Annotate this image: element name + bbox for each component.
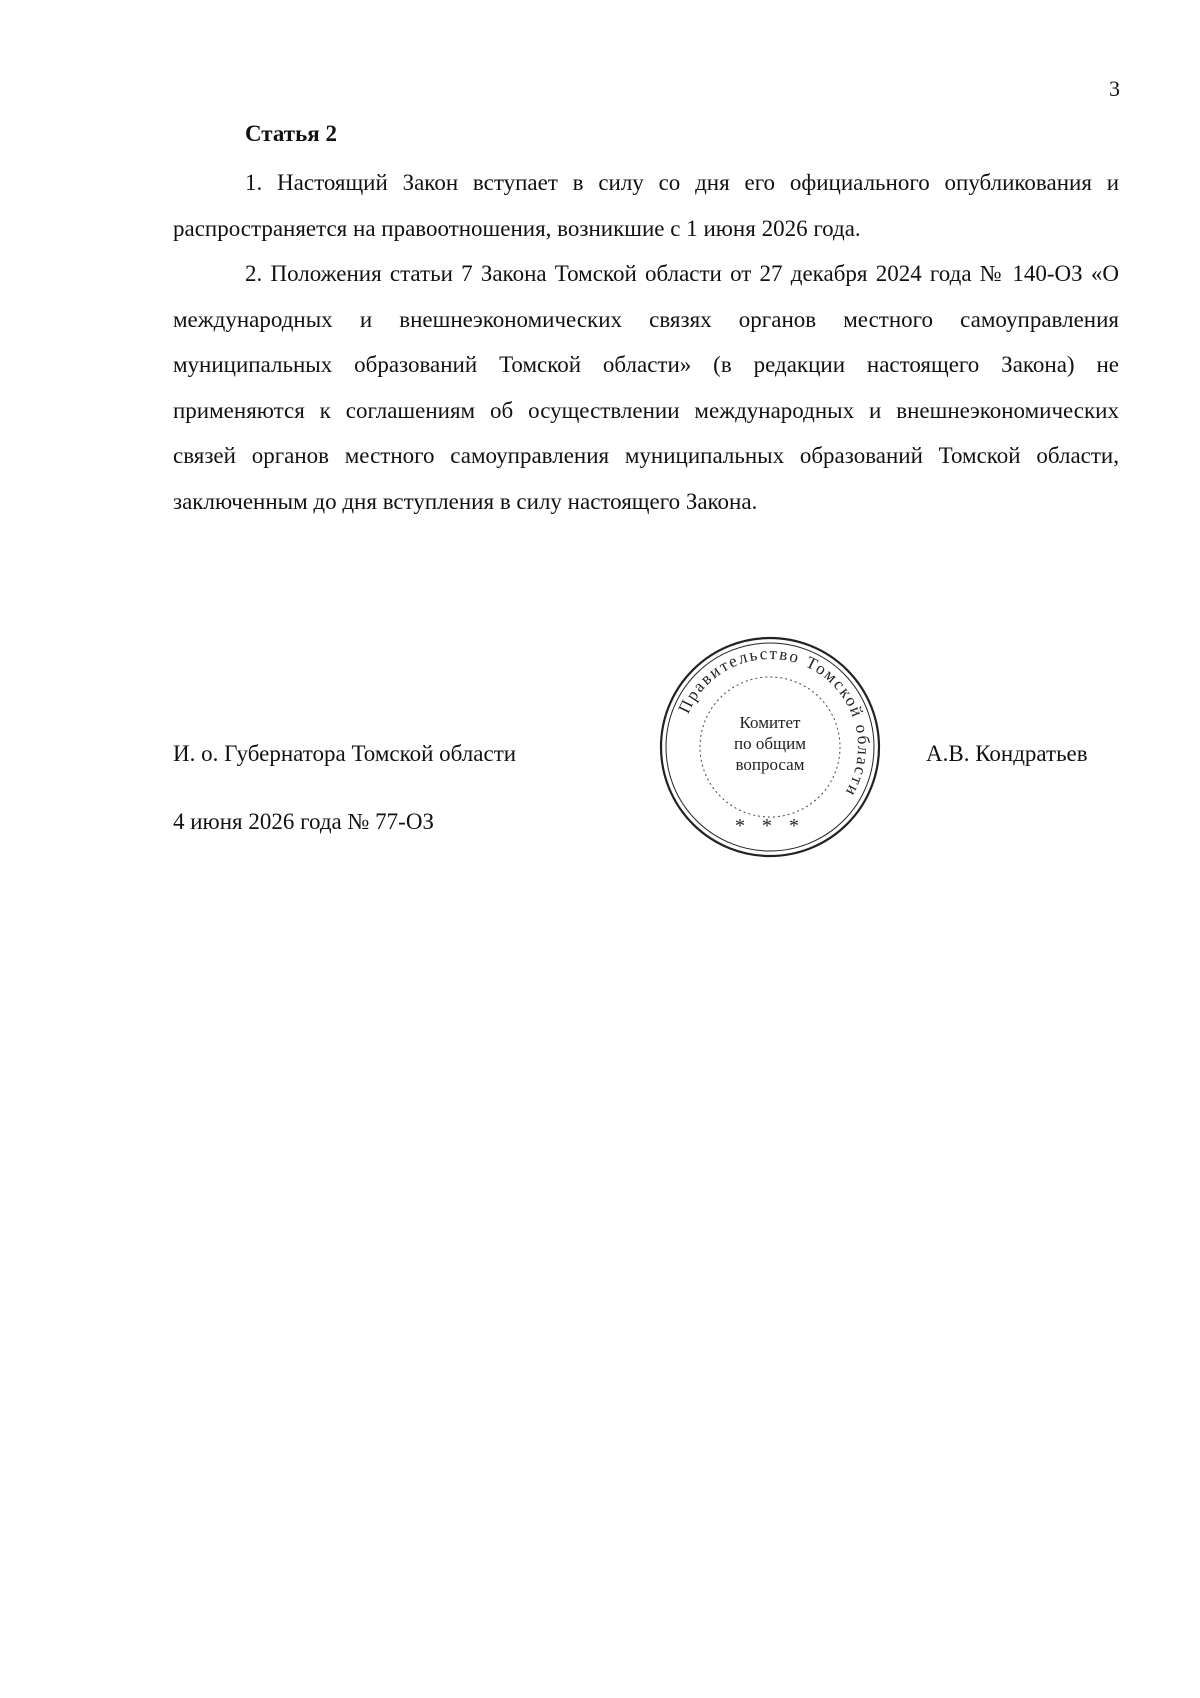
article-paragraph-2: 2. Положения статьи 7 Закона Томской области от 27 декабря 2024 года № 140-ОЗ «О международных и внешнеэкономических связях органов местного самоуправления муниципальных образований Томской области» (в редакции настоящего Закона) не применяются к соглашениям об осуществлении международных и внешнеэкономических связей органов местного самоуправления муниципальных образований Томской области, заключенным до дня вступления в силу настоящего Закона. (173, 261, 1119, 514)
article-body (173, 160, 1119, 524)
seal-center-line-3: вопросам (735, 755, 805, 774)
signatory-name: А.В. Кондратьев (926, 741, 1088, 766)
signatory-title: И. о. Губернатора Томской области (173, 741, 517, 766)
article-paragraph-1: 1. Настоящий Закон вступает в силу со дня его официального опубликования и распространяется на правоотношения, возникшие с 1 июня 2026 года. (173, 170, 1119, 241)
seal-center-line-1: Комитет (739, 713, 801, 732)
article-heading: Статья 2 (245, 121, 337, 146)
seal-ring-text: Правительство Томской области (674, 643, 874, 801)
seal-center-line-2: по общим (734, 734, 806, 753)
official-seal (659, 636, 881, 858)
page-number: 3 (1109, 76, 1120, 101)
law-date-number: 4 июня 2026 года № 77-ОЗ (173, 809, 434, 834)
seal-stars: * * * (735, 815, 805, 837)
